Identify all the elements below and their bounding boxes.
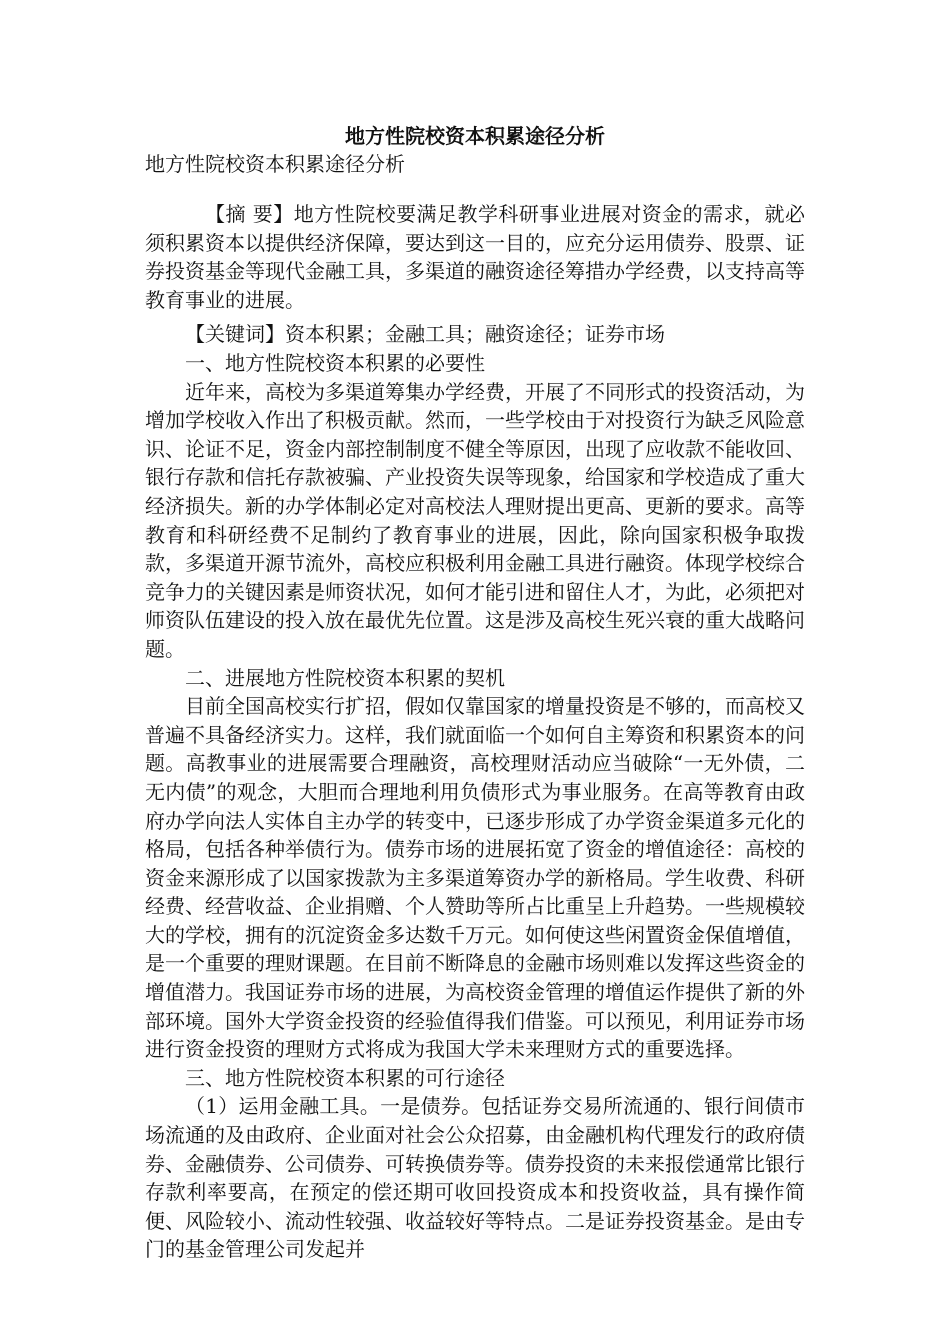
section-paragraph-1: 近年来，高校为多渠道筹集办学经费，开展了不同形式的投资活动，为增加学校收入作出了积极贡献。然而，一些学校由于对投资行为缺乏风险意识、论证不足，资金内部控制制度不健全等原因，出现了应收款不能收回、银行存款和信托存款被骗、产业投资失误等现象，给国家和学校造成了重大经济损失。新的办学体制必定对高校法人理财提出更高、更新的要求。高等教育和科研经费不足制约了教育事业的进展，因此，除向国家积极争取拨款，多渠道开源节流外，高校应积极利用金融工具进行融资。体现学校综合竞争力的关键因素是师资状况，如何才能引进和留住人才，为此，必须把对师资队伍建设的投入放在最优先位置。这是涉及高校生死兴衰的重大战略问题。 bbox=[145, 379, 805, 661]
document-body bbox=[145, 349, 805, 1264]
keywords-line: 【关键词】资本积累；金融工具；融资途径；证券市场 bbox=[185, 322, 665, 346]
abstract-paragraph: 【摘 要】地方性院校要满足教学科研事业进展对资金的需求，就必须积累资本以提供经济保障，要达到这一目的，应充分运用债券、股票、证券投资基金等现代金融工具，多渠道的融资途径筹措办学经费，以支持高等教育事业的进展。 bbox=[145, 202, 805, 312]
section-heading-1: 一、地方性院校资本积累的必要性 bbox=[185, 351, 485, 375]
document-subtitle: 地方性院校资本积累途径分析 bbox=[145, 152, 405, 176]
section-paragraph-2: 目前全国高校实行扩招，假如仅靠国家的增量投资是不够的，而高校又普遍不具备经济实力。这样，我们就面临一个如何自主筹资和积累资本的问题。高教事业的进展需要合理融资，高校理财活动应当破除“一无外债，二无内债”的观念，大胆而合理地利用负债形式为事业服务。在高等教育由政府办学向法人实体自主办学的转变中，已逐步形成了办学资金渠道多元化的格局，包括各种举债行为。债券市场的进展拓宽了资金的增值途径：高校的资金来源形成了以国家拨款为主多渠道筹资办学的新格局。学生收费、科研经费、经营收益、企业捐赠、个人赞助等所占比重呈上升趋势。一些规模较大的学校，拥有的沉淀资金多达数千万元。如何使这些闲置资金保值增值，是一个重要的理财课题。在目前不断降息的金融市场则难以发挥这些资金的增值潜力。我国证券市场的进展，为高校资金管理的增值运作提供了新的外部环境。国外大学资金投资的经验值得我们借鉴。可以预见，利用证券市场进行资金投资的理财方式将成为我国大学未来理财方式的重要选择。 bbox=[145, 694, 805, 1062]
document-title: 地方性院校资本积累途径分析 bbox=[345, 124, 605, 148]
section-heading-3: 三、地方性院校资本积累的可行途径 bbox=[185, 1065, 505, 1090]
section-paragraph-3: （1）运用金融工具。一是债券。包括证券交易所流通的、银行间债市场流通的及由政府、企业面对社会公众招募，由金融机构代理发行的政府债券、金融债券、公司债券、可转换债券等。债券投资的未来报偿通常比银行存款利率要高，在预定的偿还期可收回投资成本和投资收益，具有操作简便、风险较小、流动性较强、收益较好等特点。二是证券投资基金。是由专门的基金管理公司发起并 bbox=[145, 1094, 805, 1262]
section-heading-2: 二、进展地方性院校资本积累的契机 bbox=[185, 665, 505, 690]
